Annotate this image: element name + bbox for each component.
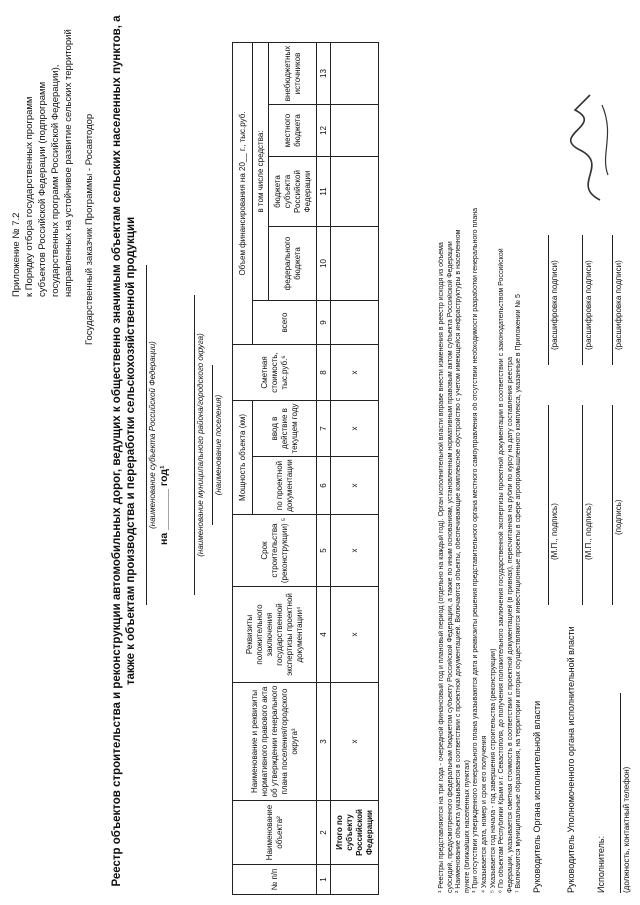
stamp-sign-caption: (М.П., подпись) [550,503,559,560]
document-title [110,15,138,887]
header-reg: бюджета субъекта Российской Федерации [269,157,317,227]
signature-line [548,235,549,365]
header-loc: местного бюджета [269,105,317,157]
header-cost: Сметная стоимость, тыс.руб.⁶ [233,345,317,401]
decode-caption: (расшифровка подписи) [550,260,559,350]
total-x: x [331,587,379,683]
total-x: x [331,515,379,587]
appendix-line: субъектов Российской Федерации (подпрограмм [37,81,48,297]
header-incl: в том числе средства: [253,43,269,301]
footnote-line: ¹ Реестры представляются на три года - очередной финансовый год и плановый период (отдельно на каждый год). Орган исполнительной власти вправе внести изменения в реестр исходя из объема [438,242,445,893]
col-number: 1 [317,865,331,895]
header-capacity: Мощность объекта (км) [233,401,253,515]
title-line-2: также к объектам производства и переработки сельскохозяйственной продукции [125,216,137,686]
col-number: 12 [317,105,331,157]
stamp-sign-caption: (М.П., подпись) [584,503,593,560]
footnote-line: субсидий, предусмотренного федеральным бюджетом субъекту Российской Федерации, а также по иным основаниям, установленным нормативным правовым актом субъекта Российской Федерации [446,241,454,893]
year-line: на _______ год¹ [158,465,170,545]
total-cell [331,227,379,301]
footnote-line: ³ При отсутствии утвержденного генерального плана указываются дата и реквизиты решения представительного органа местного самоуправления об отсутствии необходимости разработки генерального плана [472,208,480,893]
total-x: x [331,401,379,457]
header-exam: Реквизиты положительного заключения государственной экспертизы проектной документации⁴ [233,587,317,683]
col-number: 4 [317,587,331,683]
header-funding: Объем финансирования на 20__ г., тыс.руб. [233,43,253,345]
performer-caption: (должность, контактный телефон) [622,766,631,893]
appendix-line: государственных программ Российской Федерации), [50,64,61,297]
footnote-line: ⁴ Указывается дата, номер и срок его получения [480,735,488,893]
header-num: № п/п [233,865,317,895]
municipal-caption: (наименование муниципального района/городского округа) [196,295,205,595]
col-number: 9 [317,301,331,345]
col-number: 3 [317,683,331,801]
settlement-caption: (наименование поселения) [214,365,223,525]
col-number: 11 [317,157,331,227]
performer-label: Исполнитель: [596,835,606,893]
column-number-row [317,43,331,895]
appendix-line: направленных на устойчивое развитие сельских территорий [63,29,74,297]
total-x: x [331,345,379,401]
footnote-line: ² Наименование объекта указывается в соответствии с проектной документацией. Включаются объекты, обеспечивающие комплексное обустройство с учетом имеющейся инфраструктуры в населенном [455,229,463,893]
col-number: 8 [317,345,331,401]
authorized-head-label: Руководитель Уполномоченного органа исполнительной власти [566,626,576,893]
total-cell [331,157,379,227]
executive-head-label: Руководитель Органа исполнительной власти [532,700,542,893]
appendix-line: Приложение № 7.2 [11,212,22,297]
footnote-line: ⁷ Включаются муниципальные образования, на территории которых осуществляются инвестиционные проекты в сфере агропромышленного комплекса, указанные в Приложении № 5 [515,294,523,893]
appendix-block [10,17,75,297]
footnote-line: Федерации, указывается сметная стоимость в соответствии с проектной документацией (в гривнах), пересчитанная на рубли по курсу на дату составления реестра [506,357,514,893]
header-ext: внебюджетных источников [269,43,317,105]
total-cell [331,105,379,157]
total-label: Итого по субъекту Российской Федерации [331,801,379,865]
footnotes [438,13,524,893]
total-row [331,43,379,895]
col-number: 5 [317,515,331,587]
header-cap-project: по проектной документации [253,457,317,515]
signature-line [612,235,613,365]
decode-caption: (расшифровка подписи) [584,260,593,350]
total-empty-cell [331,865,379,895]
header-act: Наименование и реквизиты нормативного правового акта об утверждении генерального плана поселения/городского округа³ [233,683,317,801]
footnote-line: ⁵ Указывается год начала - год завершения строительства (реконструкции) [489,648,497,893]
col-number: 7 [317,401,331,457]
total-x: x [331,683,379,801]
subject-caption: (наименование субъекта Российской Федерации) [148,265,157,605]
total-x: x [331,457,379,515]
total-cell [331,301,379,345]
signature-line [620,693,621,893]
signature-line [582,405,583,605]
register-table [232,42,379,895]
state-customer: Государственный заказчик Программы - Росавтодор [84,113,95,345]
total-cell [331,43,379,105]
footnote-line: ⁶ По объектам Республики Крым и г. Севастополя, до получения положительного заключения государственной экспертизы проектной документации в соответствии с законодательством Российской [498,248,506,893]
header-cap-current: ввод в действие в текущем году [253,401,317,457]
col-number: 2 [317,801,331,865]
col-number: 10 [317,227,331,301]
signature-line [548,405,549,605]
title-line-1: Реестр объектов строительства и реконструкции автомобильных дорог, ведущих к общественно значимым объектам сельских населенных пунктов, а [111,15,123,887]
handwritten-signature-mark [560,85,620,205]
decode-caption: (расшифровка подписи) [614,260,623,350]
appendix-line: к Порядку отбора государственных программ [24,96,35,297]
header-name: Наименование объекта² [233,801,317,865]
signature-line [582,235,583,365]
signature-caption: (подпись) [614,499,623,535]
header-fed: федерального бюджета [269,227,317,301]
col-number: 6 [317,457,331,515]
header-term: Срок строительства (реконструкции) ⁵ [233,515,317,587]
footnote-line: пункте (ближайших населенных пунктах) [463,760,471,893]
col-number: 13 [317,43,331,105]
signature-line [612,405,613,605]
header-total: всего [253,301,317,345]
